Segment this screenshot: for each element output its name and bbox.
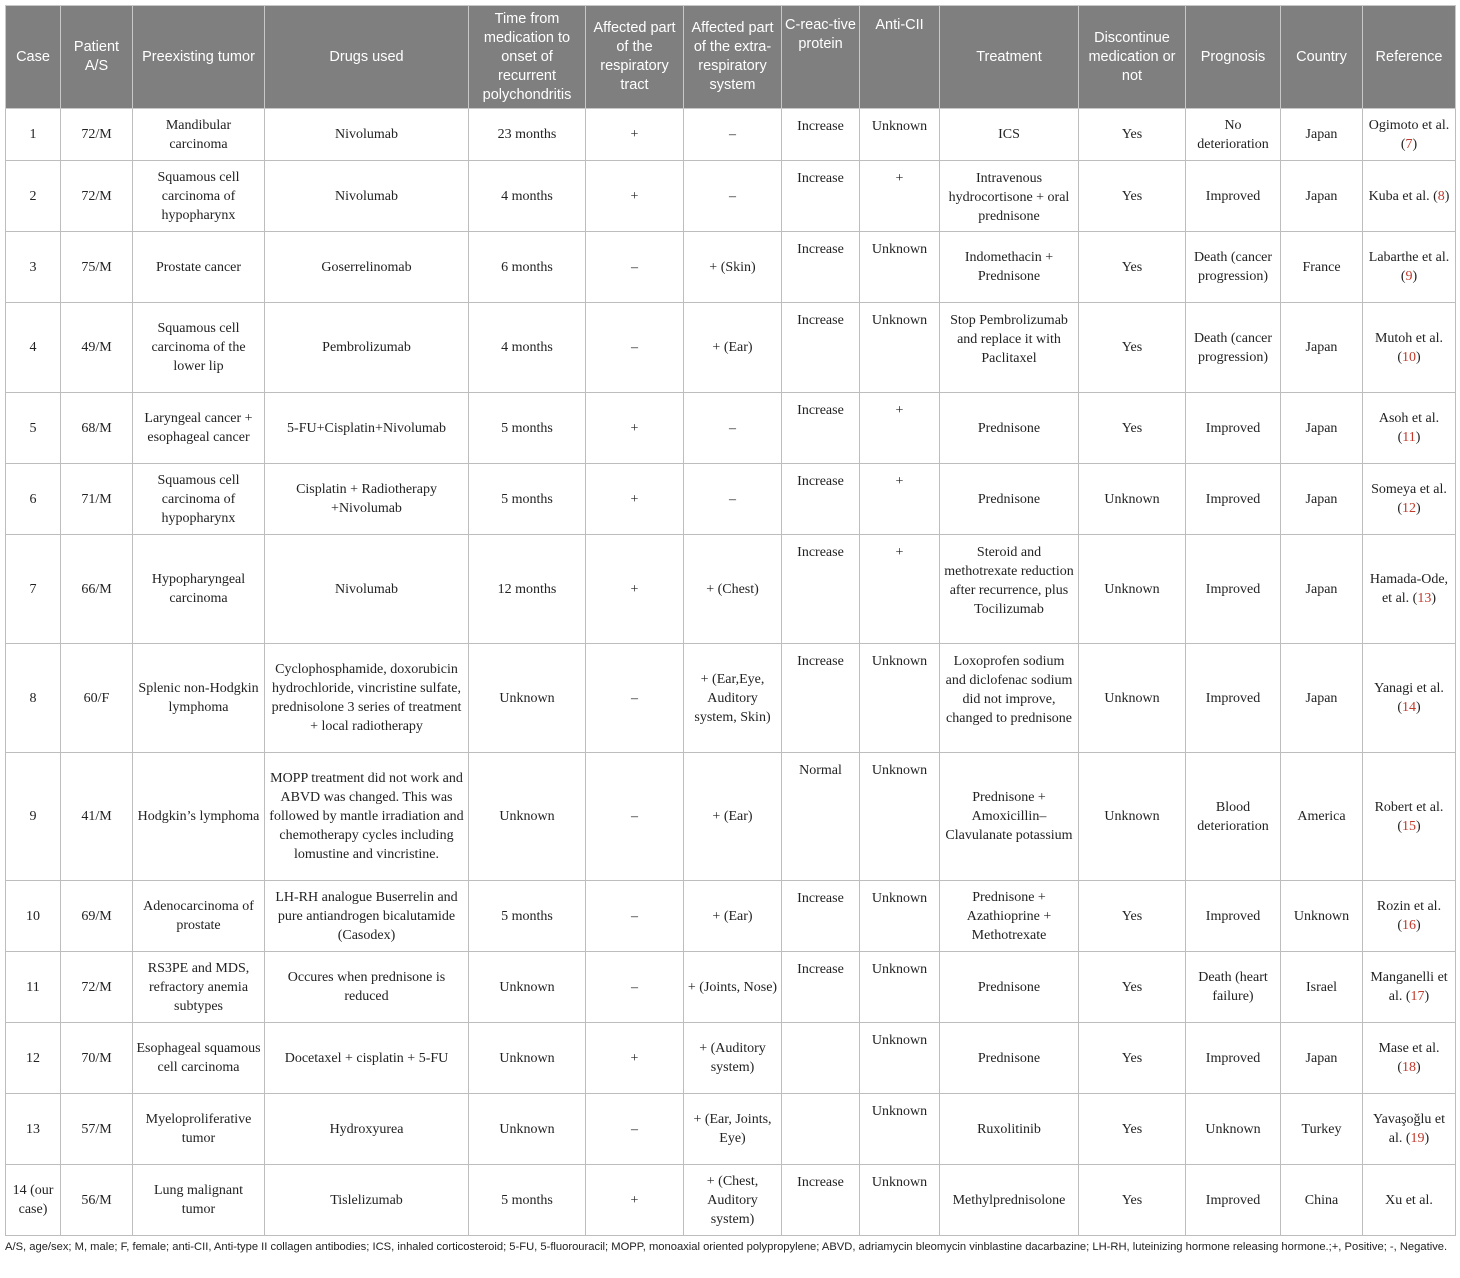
cell-anti-cii: + (860, 393, 940, 464)
cell-crp: Increase (782, 952, 860, 1023)
cell-anti-cii: Unknown (860, 1094, 940, 1165)
cell-extra-respiratory: + (Chest) (684, 535, 782, 644)
cell-time-to-onset: Unknown (469, 1023, 586, 1094)
reference-text: Mutoh et al. ( (1374, 330, 1444, 365)
cell-respiratory-tract: + (586, 109, 684, 161)
cell-extra-respiratory: – (684, 109, 782, 161)
cell-patient-as: 56/M (61, 1165, 133, 1236)
cell-anti-cii: + (860, 535, 940, 644)
cell-patient-as: 49/M (61, 303, 133, 393)
cell-anti-cii: Unknown (860, 881, 940, 952)
reference-text: Manganelli et al. ( (1370, 970, 1448, 1004)
header-case: Case (6, 6, 61, 109)
cell-treatment: Prednisone (940, 952, 1079, 1023)
cell-preexisting-tumor: Prostate cancer (133, 232, 265, 303)
cell-time-to-onset: 5 months (469, 1165, 586, 1236)
reference-text: Someya et al. ( (1371, 482, 1447, 516)
table-row (6, 393, 1456, 464)
cell-anti-cii: Unknown (860, 232, 940, 303)
header-treatment: Treatment (940, 6, 1079, 109)
cell-extra-respiratory: – (684, 161, 782, 232)
cell-drugs-used: Pembrolizumab (265, 303, 469, 393)
header-respiratory-tract: Affected part of the respiratory tract (586, 6, 684, 109)
cell-prognosis: No deterioration (1186, 109, 1281, 161)
cell-respiratory-tract: – (586, 881, 684, 952)
cell-country: China (1281, 1165, 1363, 1236)
cell-extra-respiratory: + (Chest, Auditory system) (684, 1165, 782, 1236)
cell-preexisting-tumor: Hodgkin’s lymphoma (133, 753, 265, 881)
table-row (6, 644, 1456, 753)
table-row (6, 1165, 1456, 1236)
table-wrapper (5, 5, 1455, 1236)
reference-text: Mase et al. ( (1378, 1041, 1440, 1075)
table-row (6, 881, 1456, 952)
cell-treatment: ICS (940, 109, 1079, 161)
cell-patient-as: 72/M (61, 161, 133, 232)
cell-crp: Increase (782, 1165, 860, 1236)
cell-extra-respiratory: – (684, 393, 782, 464)
cell-prognosis: Improved (1186, 881, 1281, 952)
cell-drugs-used: Hydroxyurea (265, 1094, 469, 1165)
cell-discontinue: Yes (1079, 881, 1186, 952)
cell-case: 10 (6, 881, 61, 952)
cell-patient-as: 41/M (61, 753, 133, 881)
cell-country: Japan (1281, 535, 1363, 644)
cell-discontinue: Yes (1079, 393, 1186, 464)
table-row (6, 1094, 1456, 1165)
reference-link[interactable]: 19 (1410, 1131, 1425, 1146)
cell-crp: Increase (782, 464, 860, 535)
reference-close: ) (1444, 188, 1450, 204)
cell-discontinue: Yes (1079, 303, 1186, 393)
cell-reference (1363, 1023, 1456, 1094)
cell-anti-cii: Unknown (860, 952, 940, 1023)
cell-preexisting-tumor: Adenocarcinoma of prostate (133, 881, 265, 952)
cell-treatment: Prednisone (940, 1023, 1079, 1094)
cell-extra-respiratory: – (684, 464, 782, 535)
reference-text: Hamada-Ode, et al. ( (1369, 572, 1449, 606)
cell-patient-as: 72/M (61, 109, 133, 161)
table-row (6, 161, 1456, 232)
cell-drugs-used: Goserrelinomab (265, 232, 469, 303)
header-row (6, 6, 1456, 109)
cell-crp: Increase (782, 535, 860, 644)
table-row (6, 109, 1456, 161)
cell-case: 4 (6, 303, 61, 393)
reference-close: ) (1415, 430, 1421, 445)
cell-drugs-used: 5-FU+Cisplatin+Nivolumab (265, 393, 469, 464)
cell-time-to-onset: 5 months (469, 881, 586, 952)
cell-patient-as: 69/M (61, 881, 133, 952)
cell-crp (782, 1094, 860, 1165)
cell-case: 3 (6, 232, 61, 303)
cell-treatment: Methylprednisolone (940, 1165, 1079, 1236)
cell-prognosis: Improved (1186, 1023, 1281, 1094)
cell-discontinue: Unknown (1079, 535, 1186, 644)
cell-preexisting-tumor: Laryngeal cancer + esophageal cancer (133, 393, 265, 464)
cell-patient-as: 70/M (61, 1023, 133, 1094)
reference-text: Asoh et al. ( (1378, 411, 1440, 445)
cell-anti-cii: Unknown (860, 109, 940, 161)
cell-anti-cii: + (860, 464, 940, 535)
cell-extra-respiratory: + (Ear) (684, 881, 782, 952)
cell-discontinue: Yes (1079, 1094, 1186, 1165)
cell-drugs-used: LH-RH analogue Buserrelin and pure antiandrogen bicalutamide (Casodex) (265, 881, 469, 952)
cell-discontinue: Yes (1079, 232, 1186, 303)
header-patient-as: Patient A/S (61, 6, 133, 109)
cell-anti-cii: Unknown (860, 1165, 940, 1236)
cell-reference (1363, 303, 1456, 393)
cell-case: 12 (6, 1023, 61, 1094)
cell-reference (1363, 881, 1456, 952)
cell-treatment: Indomethacin + Prednisone (940, 232, 1079, 303)
reference-close: ) (1416, 700, 1421, 715)
cell-preexisting-tumor: Splenic non-Hodgkin lymphoma (133, 644, 265, 753)
reference-close: ) (1416, 818, 1421, 834)
reference-link[interactable]: 13 (1417, 591, 1432, 606)
cell-treatment: Prednisone + Azathioprine + Methotrexate (940, 881, 1079, 952)
cell-crp: Increase (782, 881, 860, 952)
table-row (6, 232, 1456, 303)
cell-discontinue: Yes (1079, 952, 1186, 1023)
cell-time-to-onset: 12 months (469, 535, 586, 644)
cell-discontinue: Yes (1079, 109, 1186, 161)
reference-link[interactable]: 18 (1402, 1060, 1416, 1075)
cell-drugs-used: Nivolumab (265, 161, 469, 232)
cell-time-to-onset: Unknown (469, 952, 586, 1023)
cell-patient-as: 71/M (61, 464, 133, 535)
header-anti-cii: Anti-CII (860, 6, 940, 109)
header-preexisting-tumor: Preexisting tumor (133, 6, 265, 109)
reference-text: Yanagi et al. ( (1374, 681, 1444, 715)
cell-preexisting-tumor: Myeloproliferative tumor (133, 1094, 265, 1165)
cell-extra-respiratory: + (Ear) (684, 753, 782, 881)
table-row (6, 535, 1456, 644)
cell-discontinue: Yes (1079, 1023, 1186, 1094)
cell-discontinue: Unknown (1079, 644, 1186, 753)
cell-reference (1363, 1094, 1456, 1165)
cell-discontinue: Unknown (1079, 464, 1186, 535)
cell-preexisting-tumor: Hypopharyngeal carcinoma (133, 535, 265, 644)
reference-link[interactable]: 9 (1405, 269, 1413, 284)
cell-reference (1363, 232, 1456, 303)
cell-treatment: Loxoprofen sodium and diclofenac sodium did not improve, changed to prednisone (940, 644, 1079, 753)
reference-link[interactable]: 10 (1402, 349, 1416, 365)
cell-time-to-onset: 4 months (469, 303, 586, 393)
cell-preexisting-tumor: RS3PE and MDS, refractory anemia subtypes (133, 952, 265, 1023)
cell-preexisting-tumor: Squamous cell carcinoma of the lower lip (133, 303, 265, 393)
cell-crp: Increase (782, 161, 860, 232)
cell-prognosis: Improved (1186, 464, 1281, 535)
cell-crp: Increase (782, 303, 860, 393)
cell-country: Unknown (1281, 881, 1363, 952)
cell-prognosis: Improved (1186, 161, 1281, 232)
cell-country: Japan (1281, 161, 1363, 232)
cell-preexisting-tumor: Mandibular carcinoma (133, 109, 265, 161)
cell-respiratory-tract: + (586, 1023, 684, 1094)
cell-preexisting-tumor: Squamous cell carcinoma of hypopharynx (133, 161, 265, 232)
cell-case: 13 (6, 1094, 61, 1165)
cell-prognosis: Improved (1186, 393, 1281, 464)
cell-patient-as: 57/M (61, 1094, 133, 1165)
cell-patient-as: 68/M (61, 393, 133, 464)
cell-drugs-used: Tislelizumab (265, 1165, 469, 1236)
cell-country: Japan (1281, 109, 1363, 161)
reference-close: ) (1416, 501, 1421, 516)
cell-respiratory-tract: – (586, 753, 684, 881)
cell-extra-respiratory: + (Ear,Eye, Auditory system, Skin) (684, 644, 782, 753)
header-country: Country (1281, 6, 1363, 109)
header-extra-respiratory: Affected part of the extra-respiratory system (684, 6, 782, 109)
cell-patient-as: 60/F (61, 644, 133, 753)
reference-link[interactable]: 8 (1437, 188, 1445, 204)
cell-country: Japan (1281, 1023, 1363, 1094)
cell-reference (1363, 644, 1456, 753)
cell-case: 7 (6, 535, 61, 644)
reference-close: ) (1416, 918, 1421, 933)
cell-discontinue: Yes (1079, 1165, 1186, 1236)
cell-drugs-used: Cisplatin + Radiotherapy +Nivolumab (265, 464, 469, 535)
cell-extra-respiratory: + (Skin) (684, 232, 782, 303)
table-row (6, 303, 1456, 393)
reference-link[interactable]: 16 (1402, 918, 1416, 933)
cell-case: 11 (6, 952, 61, 1023)
cell-prognosis: Improved (1186, 644, 1281, 753)
cell-anti-cii: Unknown (860, 1023, 940, 1094)
cell-drugs-used: MOPP treatment did not work and ABVD was changed. This was followed by mantle irradiation and chemotherapy cycles including lomustine and vincristine. (265, 753, 469, 881)
reference-text: Yavaşoğlu et al. ( (1372, 1112, 1446, 1146)
reference-close: ) (1416, 349, 1421, 365)
cell-treatment: Steroid and methotrexate reduction after recurrence, plus Tocilizumab (940, 535, 1079, 644)
header-drugs-used: Drugs used (265, 6, 469, 109)
reference-text: Labarthe et al. ( (1368, 250, 1450, 284)
case-table (5, 5, 1456, 1236)
cell-respiratory-tract: + (586, 161, 684, 232)
header-time-to-onset: Time from medication to onset of recurrent polychondritis (469, 6, 586, 109)
cell-case: 1 (6, 109, 61, 161)
cell-respiratory-tract: + (586, 535, 684, 644)
reference-text: Kuba et al. ( (1368, 188, 1438, 204)
reference-text: Robert et al. ( (1374, 799, 1444, 834)
table-body (6, 109, 1456, 1236)
cell-extra-respiratory: + (Ear) (684, 303, 782, 393)
reference-link[interactable]: 14 (1402, 700, 1416, 715)
cell-case: 14 (our case) (6, 1165, 61, 1236)
reference-close: ) (1431, 591, 1437, 606)
table-row (6, 1023, 1456, 1094)
cell-time-to-onset: 4 months (469, 161, 586, 232)
cell-treatment: Intravenous hydrocortisone + oral prednisone (940, 161, 1079, 232)
cell-reference (1363, 109, 1456, 161)
cell-country: Japan (1281, 464, 1363, 535)
cell-crp (782, 1023, 860, 1094)
reference-text: Rozin et al. ( (1376, 899, 1442, 933)
cell-extra-respiratory: + (Ear, Joints, Eye) (684, 1094, 782, 1165)
cell-prognosis: Death (cancer progression) (1186, 303, 1281, 393)
header-prognosis: Prognosis (1186, 6, 1281, 109)
reference-close: ) (1416, 1060, 1421, 1075)
cell-drugs-used: Nivolumab (265, 109, 469, 161)
cell-case: 2 (6, 161, 61, 232)
cell-anti-cii: Unknown (860, 753, 940, 881)
cell-extra-respiratory: + (Auditory system) (684, 1023, 782, 1094)
cell-prognosis: Unknown (1186, 1094, 1281, 1165)
cell-reference (1363, 464, 1456, 535)
reference-link[interactable]: 15 (1402, 818, 1416, 834)
table-header (6, 6, 1456, 109)
reference-close: ) (1412, 136, 1418, 152)
cell-time-to-onset: Unknown (469, 1094, 586, 1165)
cell-anti-cii: Unknown (860, 303, 940, 393)
cell-drugs-used: Cyclophosphamide, doxorubicin hydrochloride, vincristine sulfate, prednisolone 3 series of treatment + local radiotherapy (265, 644, 469, 753)
cell-prognosis: Improved (1186, 1165, 1281, 1236)
cell-reference (1363, 535, 1456, 644)
cell-time-to-onset: 5 months (469, 393, 586, 464)
cell-crp: Normal (782, 753, 860, 881)
cell-time-to-onset: Unknown (469, 753, 586, 881)
table-footnote: A/S, age/sex; M, male; F, female; anti-CII, Anti-type II collagen antibodies; ICS, inhaled corticosteroid; 5-FU, 5-fluorouracil; MOPP, monoaxial oriented polypropylene; ABVD, adriamycin bleomycin vinblastine dacarbazine; LH-RH, luteinizing hormone releasing hormone.;+, Positive; -, Negative. (5, 1241, 1448, 1253)
cell-crp: Increase (782, 232, 860, 303)
cell-crp: Increase (782, 109, 860, 161)
cell-country: America (1281, 753, 1363, 881)
cell-drugs-used: Docetaxel + cisplatin + 5-FU (265, 1023, 469, 1094)
cell-treatment: Prednisone + Amoxicillin–Clavulanate potassium (940, 753, 1079, 881)
cell-respiratory-tract: – (586, 232, 684, 303)
cell-prognosis: Death (heart failure) (1186, 952, 1281, 1023)
cell-respiratory-tract: + (586, 393, 684, 464)
cell-treatment: Stop Pembrolizumab and replace it with Paclitaxel (940, 303, 1079, 393)
reference-link[interactable]: 7 (1405, 136, 1413, 152)
reference-close: ) (1424, 1131, 1430, 1146)
cell-reference (1363, 952, 1456, 1023)
cell-country: Japan (1281, 303, 1363, 393)
cell-country: Israel (1281, 952, 1363, 1023)
cell-respiratory-tract: – (586, 303, 684, 393)
reference-close: ) (1412, 269, 1418, 284)
cell-time-to-onset: 23 months (469, 109, 586, 161)
cell-reference (1363, 1165, 1456, 1236)
cell-crp: Increase (782, 644, 860, 753)
cell-country: Japan (1281, 393, 1363, 464)
cell-preexisting-tumor: Esophageal squamous cell carcinoma (133, 1023, 265, 1094)
table-row (6, 464, 1456, 535)
cell-respiratory-tract: – (586, 644, 684, 753)
reference-link[interactable]: 11 (1402, 430, 1416, 445)
reference-text: Xu et al. (1385, 1192, 1433, 1208)
cell-case: 5 (6, 393, 61, 464)
cell-case: 6 (6, 464, 61, 535)
cell-time-to-onset: 6 months (469, 232, 586, 303)
cell-drugs-used: Nivolumab (265, 535, 469, 644)
reference-link[interactable]: 17 (1410, 989, 1425, 1004)
cell-case: 9 (6, 753, 61, 881)
cell-extra-respiratory: + (Joints, Nose) (684, 952, 782, 1023)
cell-anti-cii: + (860, 161, 940, 232)
cell-respiratory-tract: + (586, 464, 684, 535)
cell-drugs-used: Occures when prednisone is reduced (265, 952, 469, 1023)
table-row (6, 952, 1456, 1023)
cell-treatment: Ruxolitinib (940, 1094, 1079, 1165)
cell-patient-as: 66/M (61, 535, 133, 644)
cell-crp: Increase (782, 393, 860, 464)
header-reference: Reference (1363, 6, 1456, 109)
cell-discontinue: Unknown (1079, 753, 1186, 881)
cell-time-to-onset: 5 months (469, 464, 586, 535)
cell-preexisting-tumor: Lung malignant tumor (133, 1165, 265, 1236)
cell-patient-as: 75/M (61, 232, 133, 303)
header-crp: C-reac-tive protein (782, 6, 860, 109)
cell-anti-cii: Unknown (860, 644, 940, 753)
reference-close: ) (1424, 989, 1430, 1004)
cell-country: Japan (1281, 644, 1363, 753)
cell-country: Turkey (1281, 1094, 1363, 1165)
cell-country: France (1281, 232, 1363, 303)
cell-reference (1363, 161, 1456, 232)
cell-treatment: Prednisone (940, 464, 1079, 535)
cell-preexisting-tumor: Squamous cell carcinoma of hypopharynx (133, 464, 265, 535)
cell-respiratory-tract: – (586, 1094, 684, 1165)
cell-prognosis: Blood deterioration (1186, 753, 1281, 881)
cell-discontinue: Yes (1079, 161, 1186, 232)
cell-prognosis: Improved (1186, 535, 1281, 644)
reference-text: Ogimoto et al. ( (1368, 117, 1450, 152)
header-discontinue: Discontinue medication or not (1079, 6, 1186, 109)
cell-respiratory-tract: + (586, 1165, 684, 1236)
cell-prognosis: Death (cancer progression) (1186, 232, 1281, 303)
cell-reference (1363, 753, 1456, 881)
cell-patient-as: 72/M (61, 952, 133, 1023)
table-row (6, 753, 1456, 881)
cell-case: 8 (6, 644, 61, 753)
cell-reference (1363, 393, 1456, 464)
reference-link[interactable]: 12 (1402, 501, 1416, 516)
cell-time-to-onset: Unknown (469, 644, 586, 753)
cell-treatment: Prednisone (940, 393, 1079, 464)
cell-respiratory-tract: – (586, 952, 684, 1023)
